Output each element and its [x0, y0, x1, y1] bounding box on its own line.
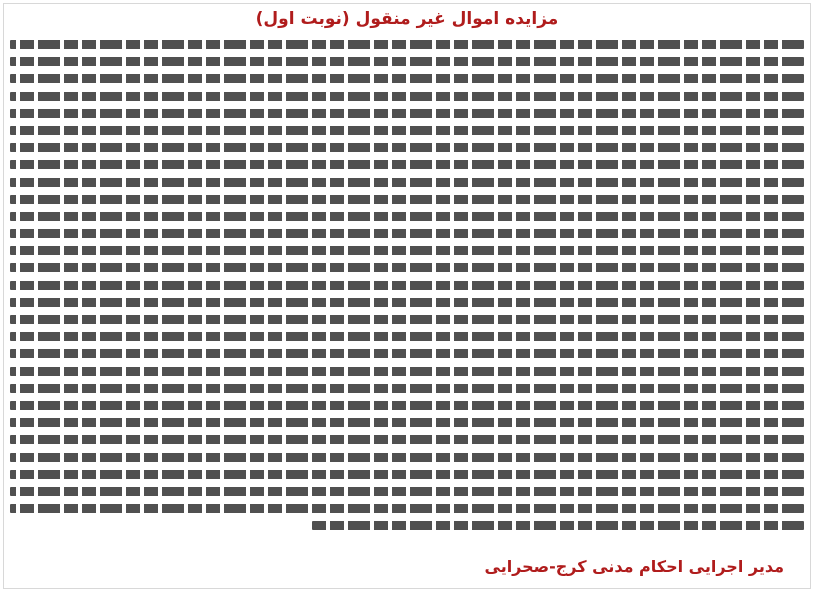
- text-line: [10, 453, 804, 462]
- body-text-placeholder: [10, 40, 804, 546]
- text-line: [10, 470, 804, 479]
- text-line: [10, 487, 804, 496]
- text-line: [10, 435, 804, 444]
- text-line: [10, 109, 804, 118]
- text-line: [312, 521, 804, 530]
- text-line: [10, 92, 804, 101]
- text-line: [10, 384, 804, 393]
- text-line: [10, 143, 804, 152]
- text-line: [10, 178, 804, 187]
- text-line: [10, 349, 804, 358]
- text-line: [10, 195, 804, 204]
- text-line: [10, 281, 804, 290]
- text-line: [10, 401, 804, 410]
- document-title: مزایده اموال غیر منقول (نوبت اول): [255, 9, 559, 29]
- signature-line: مدیر اجرایی احکام مدنی کرج-صحرایی: [484, 557, 784, 576]
- text-line: [10, 40, 804, 49]
- text-line: [10, 263, 804, 272]
- text-line: [10, 212, 804, 221]
- text-line: [10, 160, 804, 169]
- text-line: [10, 57, 804, 66]
- text-line: [10, 126, 804, 135]
- text-line: [10, 246, 804, 255]
- text-line: [10, 367, 804, 376]
- text-line: [10, 332, 804, 341]
- text-line: [10, 298, 804, 307]
- text-line: [10, 315, 804, 324]
- text-line: [10, 418, 804, 427]
- text-line: [10, 504, 804, 513]
- text-line: [10, 229, 804, 238]
- text-line: [10, 74, 804, 83]
